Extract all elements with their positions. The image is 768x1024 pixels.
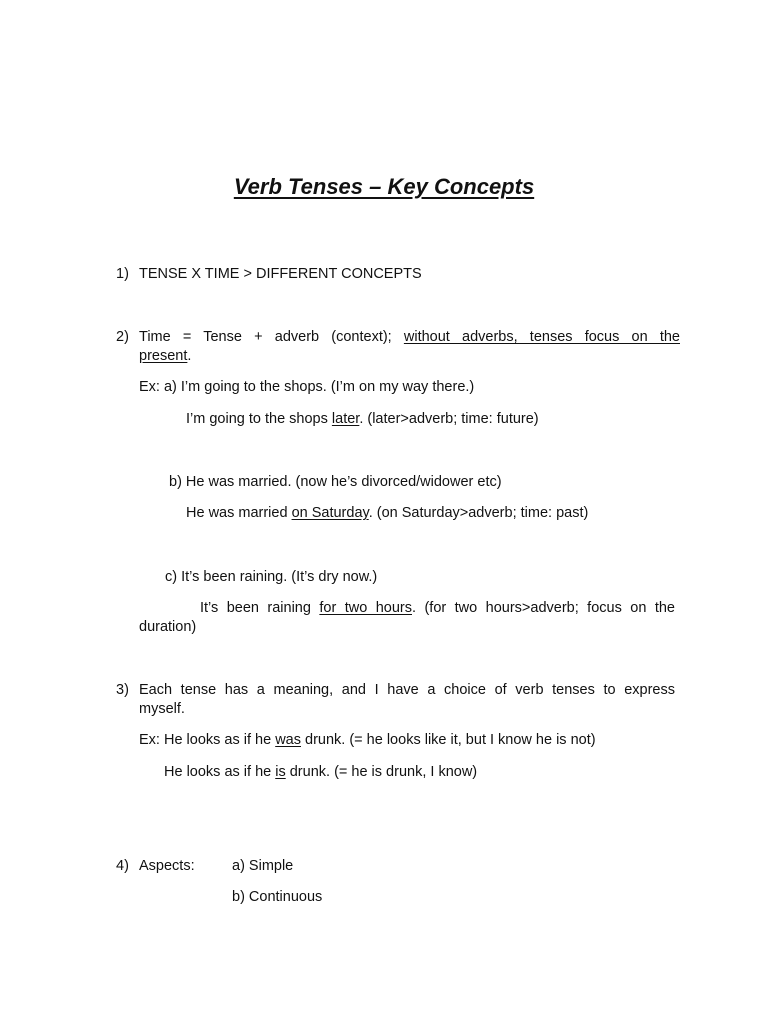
example-c: c) It’s been raining. (It’s dry now.): [165, 569, 378, 585]
example-b-2-adverb: on Saturday: [291, 505, 369, 521]
page-title: Verb Tenses – Key Concepts: [233, 174, 535, 199]
section-1-number: 1): [116, 266, 129, 282]
section-2-number: 2): [116, 329, 129, 345]
example-c-2-adverb: for two hours: [319, 600, 412, 616]
section-3-line-2: myself.: [139, 701, 185, 717]
section-2-line-1-text: Time = Tense + adverb (context);: [139, 329, 404, 345]
section-2-line-1-underlined: without adverbs, tenses focus on the: [403, 329, 680, 345]
section-3-example-2-post: drunk. (= he is drunk, I know): [285, 764, 478, 780]
section-3-example-1-pre: Ex: He looks as if he: [139, 732, 276, 748]
aspect-item-simple: a) Simple: [232, 858, 294, 874]
section-2-line-2: [139, 347, 191, 366]
section-1-text: TENSE X TIME > DIFFERENT CONCEPTS: [139, 266, 422, 282]
section-4-label: Aspects:: [139, 858, 195, 874]
example-c-2: [200, 599, 675, 618]
section-2-line-2-text: .: [187, 348, 192, 364]
section-3-example-1-verb: was: [275, 732, 301, 748]
section-3-example-1-post: drunk. (= he looks like it, but I know he is not): [301, 732, 596, 748]
example-b-2-pre: He was married: [186, 505, 292, 521]
section-3-example-2-pre: He looks as if he: [164, 764, 276, 780]
example-a-2-post: . (later>adverb; time: future): [359, 411, 539, 427]
example-b-2-post: . (on Saturday>adverb; time: past): [368, 505, 589, 521]
example-c-2-post: . (for two hours>adverb; focus on the: [412, 600, 675, 616]
example-b-2: [186, 504, 588, 523]
section-3-example-2: [164, 763, 477, 782]
example-a-2-pre: I’m going to the shops: [186, 411, 332, 427]
aspect-item-continuous: b) Continuous: [232, 889, 323, 905]
example-c-2-pre: It’s been raining: [200, 600, 320, 616]
section-2-line-2-underlined: present: [139, 348, 188, 364]
section-4-number: 4): [116, 858, 129, 874]
section-3-example-2-verb: is: [275, 764, 286, 780]
example-a-2: [186, 410, 539, 429]
section-3-example-1: [139, 731, 596, 750]
section-3-number: 3): [116, 682, 129, 698]
example-a-2-adverb: later: [331, 411, 360, 427]
example-a: Ex: a) I’m going to the shops. (I’m on my way there.): [139, 379, 475, 395]
example-c-3: duration): [139, 619, 197, 635]
section-3-line-1: Each tense has a meaning, and I have a choice of verb tenses to express: [139, 682, 675, 698]
section-2-line-1: [139, 328, 680, 347]
example-b: b) He was married. (now he’s divorced/widower etc): [169, 474, 502, 490]
